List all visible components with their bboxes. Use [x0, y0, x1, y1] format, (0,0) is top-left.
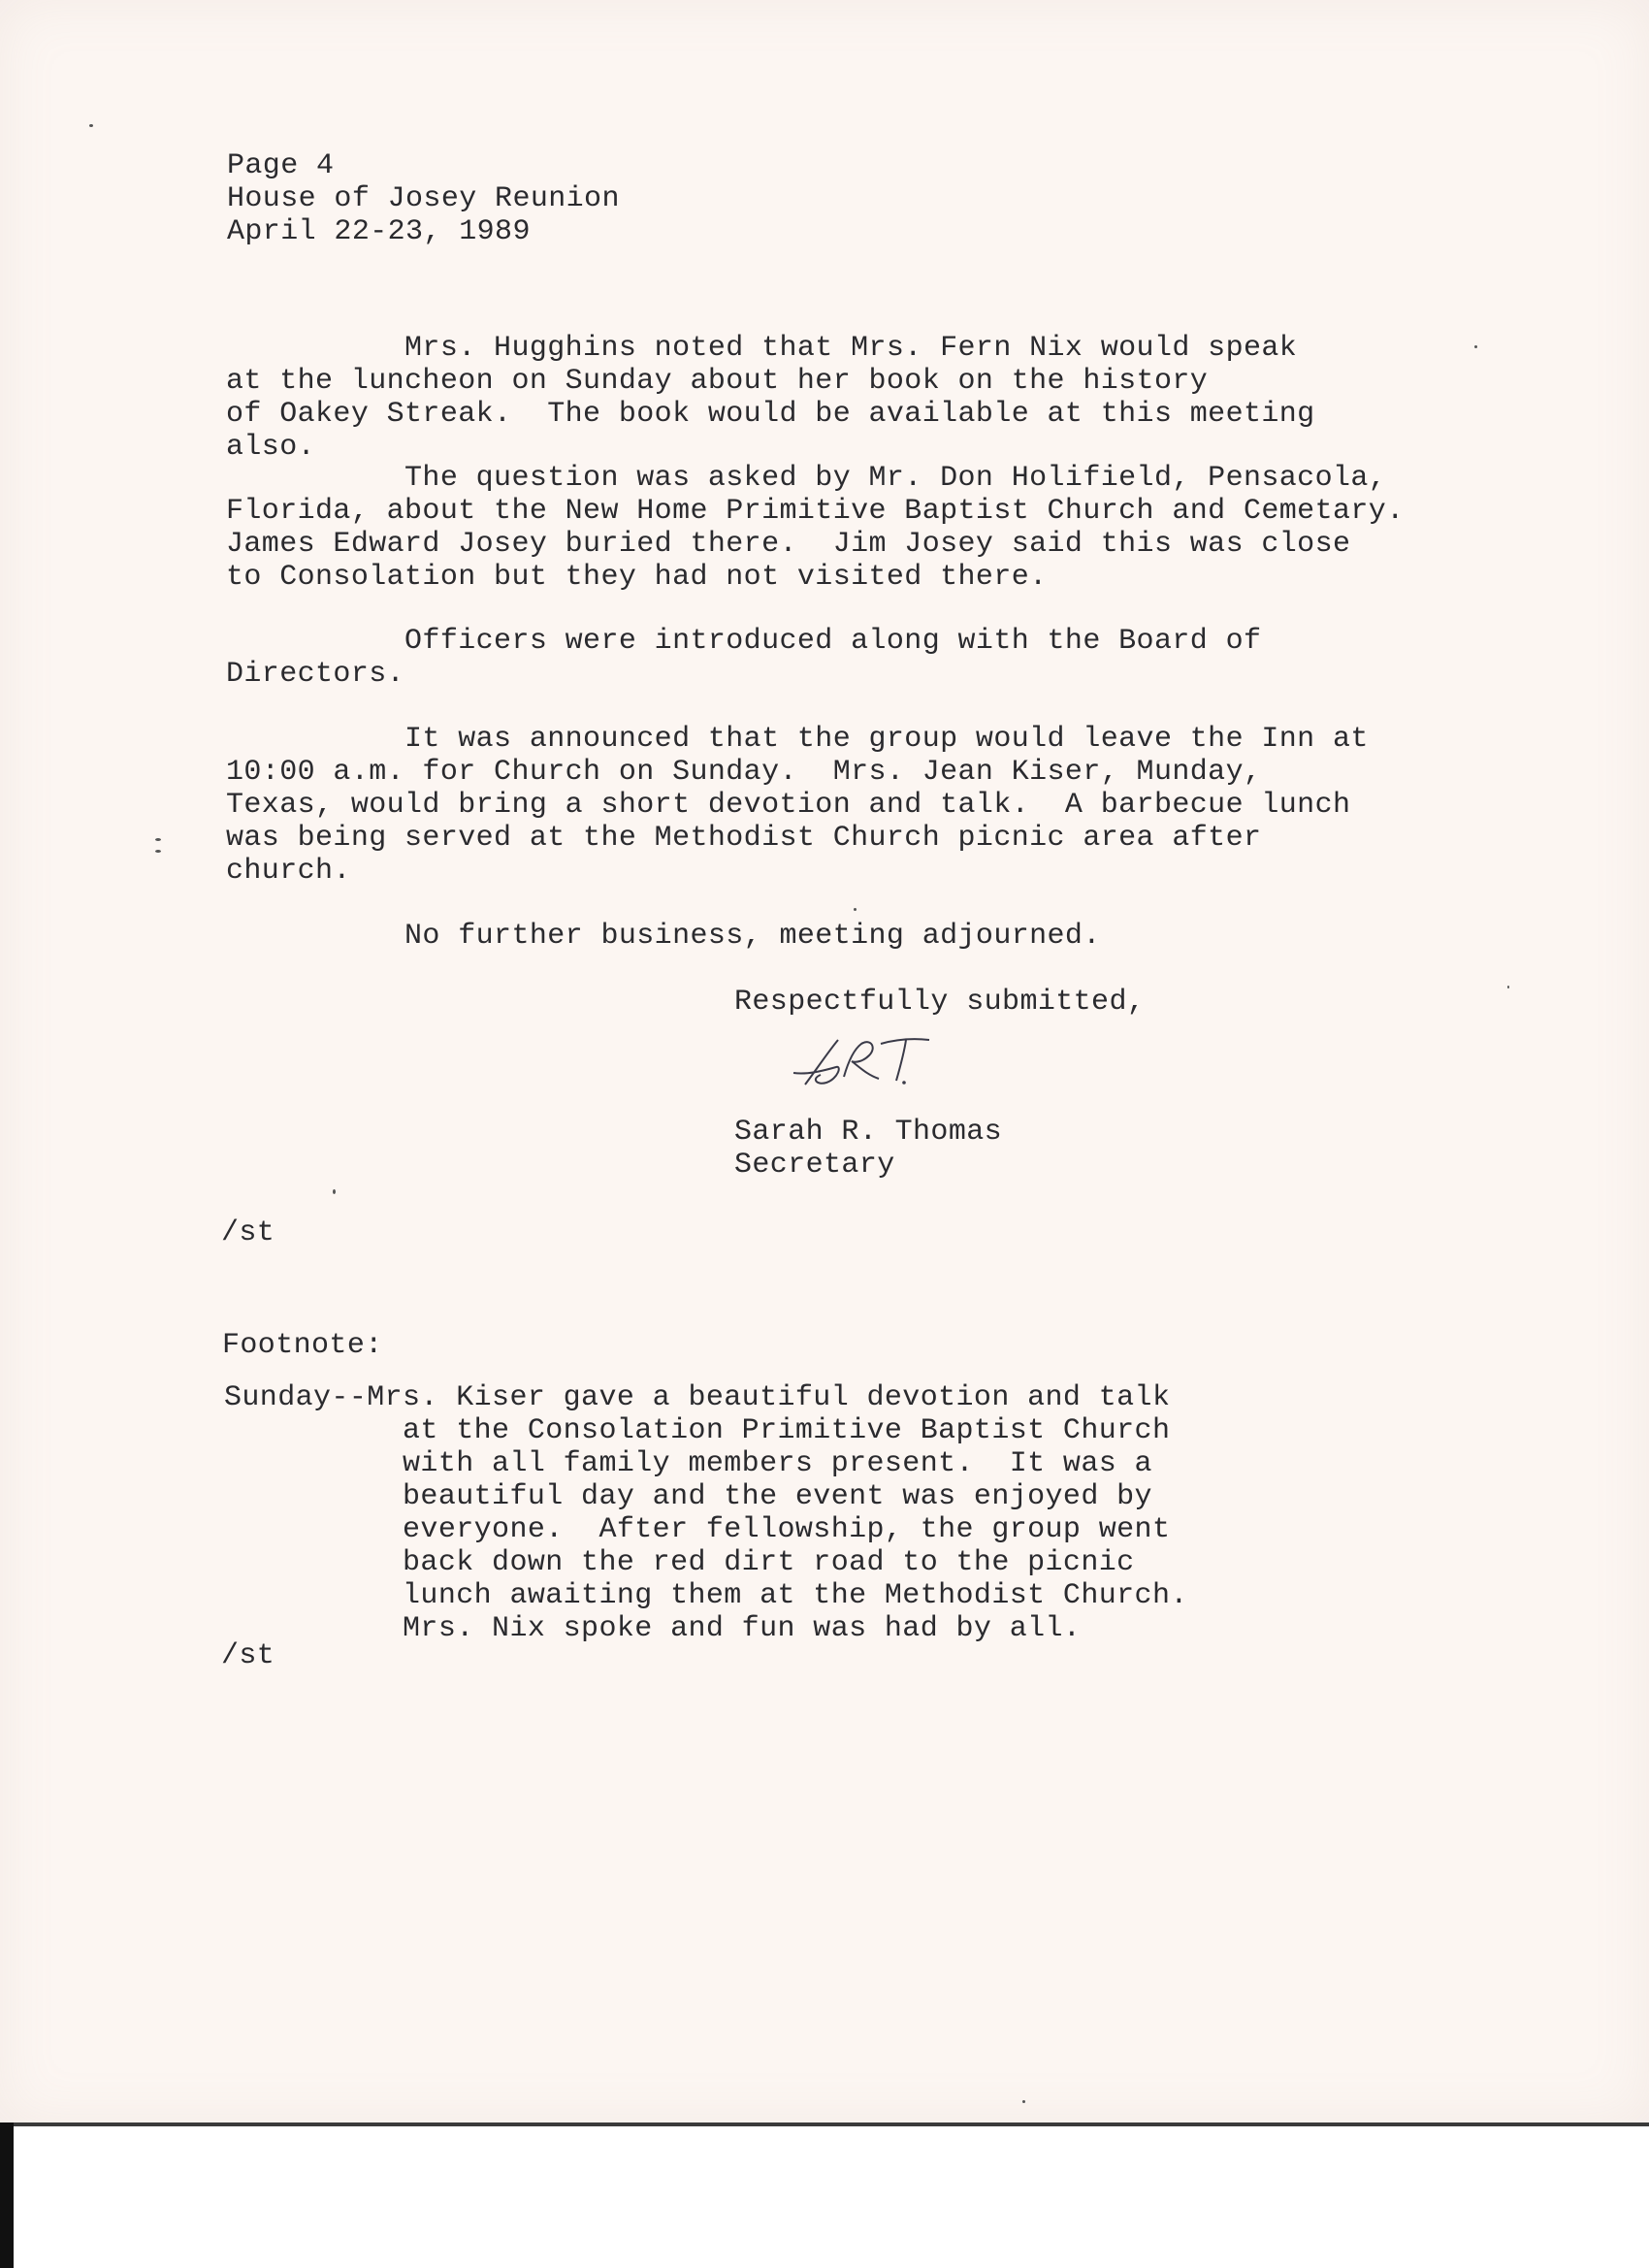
paragraph-line: 10:00 a.m. for Church on Sunday. Mrs. Jean Kiser, Munday, [226, 756, 1262, 789]
signer-block [734, 1116, 1002, 1182]
paragraph-line: church. [226, 855, 351, 888]
paragraph-line: Directors. [226, 658, 405, 691]
paragraph-line: at the luncheon on Sunday about her book on the history [226, 365, 1209, 398]
footnote-line: back down the red dirt road to the picnic [224, 1546, 1135, 1579]
scan-edge [0, 2122, 1649, 2126]
paragraph-line: No further business, meeting adjourned. [226, 920, 1101, 953]
paragraph-line: The question was asked by Mr. Don Holifield, Pensacola, [226, 462, 1387, 495]
signer-name: Sarah R. Thomas [734, 1116, 1003, 1149]
paragraph-line: James Edward Josey buried there. Jim Josey said this was close [226, 528, 1351, 561]
scan-edge-left [0, 2122, 14, 2268]
paragraph-line: It was announced that the group would leave the Inn at [226, 723, 1369, 756]
document-title: House of Josey Reunion [227, 182, 620, 215]
signer-title: Secretary [734, 1149, 895, 1182]
paragraph-line: to Consolation but they had not visited there. [226, 561, 1048, 594]
paragraph-line: Mrs. Hugghins noted that Mrs. Fern Nix would speak [226, 332, 1298, 365]
footnote-line: beautiful day and the event was enjoyed by [224, 1480, 1152, 1513]
paragraph-question [226, 462, 1545, 594]
footnote-line: at the Consolation Primitive Baptist Church [224, 1414, 1171, 1447]
footnote-line: Sunday--Mrs. Kiser gave a beautiful devotion and talk [224, 1381, 1171, 1414]
footnote-label: Footnote: [222, 1329, 383, 1362]
paragraph-announcement [226, 723, 1545, 888]
paragraph-line: Officers were introduced along with the Board of [226, 625, 1262, 658]
scan-speck [155, 850, 161, 853]
scan-speck [333, 1189, 336, 1194]
footnote-line: lunch awaiting them at the Methodist Church. [224, 1579, 1188, 1612]
paragraph-line: of Oakey Streak. The book would be available at this meeting [226, 398, 1315, 431]
paragraph-line: was being served at the Methodist Church picnic area after [226, 822, 1262, 855]
scan-speck [854, 908, 857, 911]
scan-speck [155, 838, 161, 841]
paragraph-officers [226, 625, 1545, 691]
scan-speck [1474, 345, 1477, 348]
footnote-line: with all family members present. It was a [224, 1447, 1152, 1480]
typist-initials: /st [221, 1216, 275, 1249]
document-date: April 22-23, 1989 [227, 215, 531, 248]
paragraph-adjourned [226, 920, 1545, 953]
paragraph-line: Florida, about the New Home Primitive Baptist Church and Cemetary. [226, 495, 1405, 528]
page-number: Page 4 [227, 149, 335, 182]
handwritten-signature [788, 1030, 943, 1098]
paragraph-line: also. [226, 431, 316, 464]
footnote-line: everyone. After fellowship, the group went [224, 1513, 1171, 1546]
footnote-line: Mrs. Nix spoke and fun was had by all. [224, 1612, 1082, 1645]
paragraph-luncheon [226, 332, 1545, 464]
letter-header [227, 149, 620, 248]
scan-speck [1022, 2100, 1025, 2103]
footnote-initials: /st [221, 1639, 275, 1672]
scan-speck [1507, 986, 1509, 988]
paragraph-line: Texas, would bring a short devotion and talk. A barbecue lunch [226, 789, 1351, 822]
scan-speck [89, 124, 93, 127]
closing-salutation: Respectfully submitted, [734, 986, 1146, 1019]
footnote-body [224, 1381, 1188, 1645]
closing-block [734, 986, 1145, 1019]
